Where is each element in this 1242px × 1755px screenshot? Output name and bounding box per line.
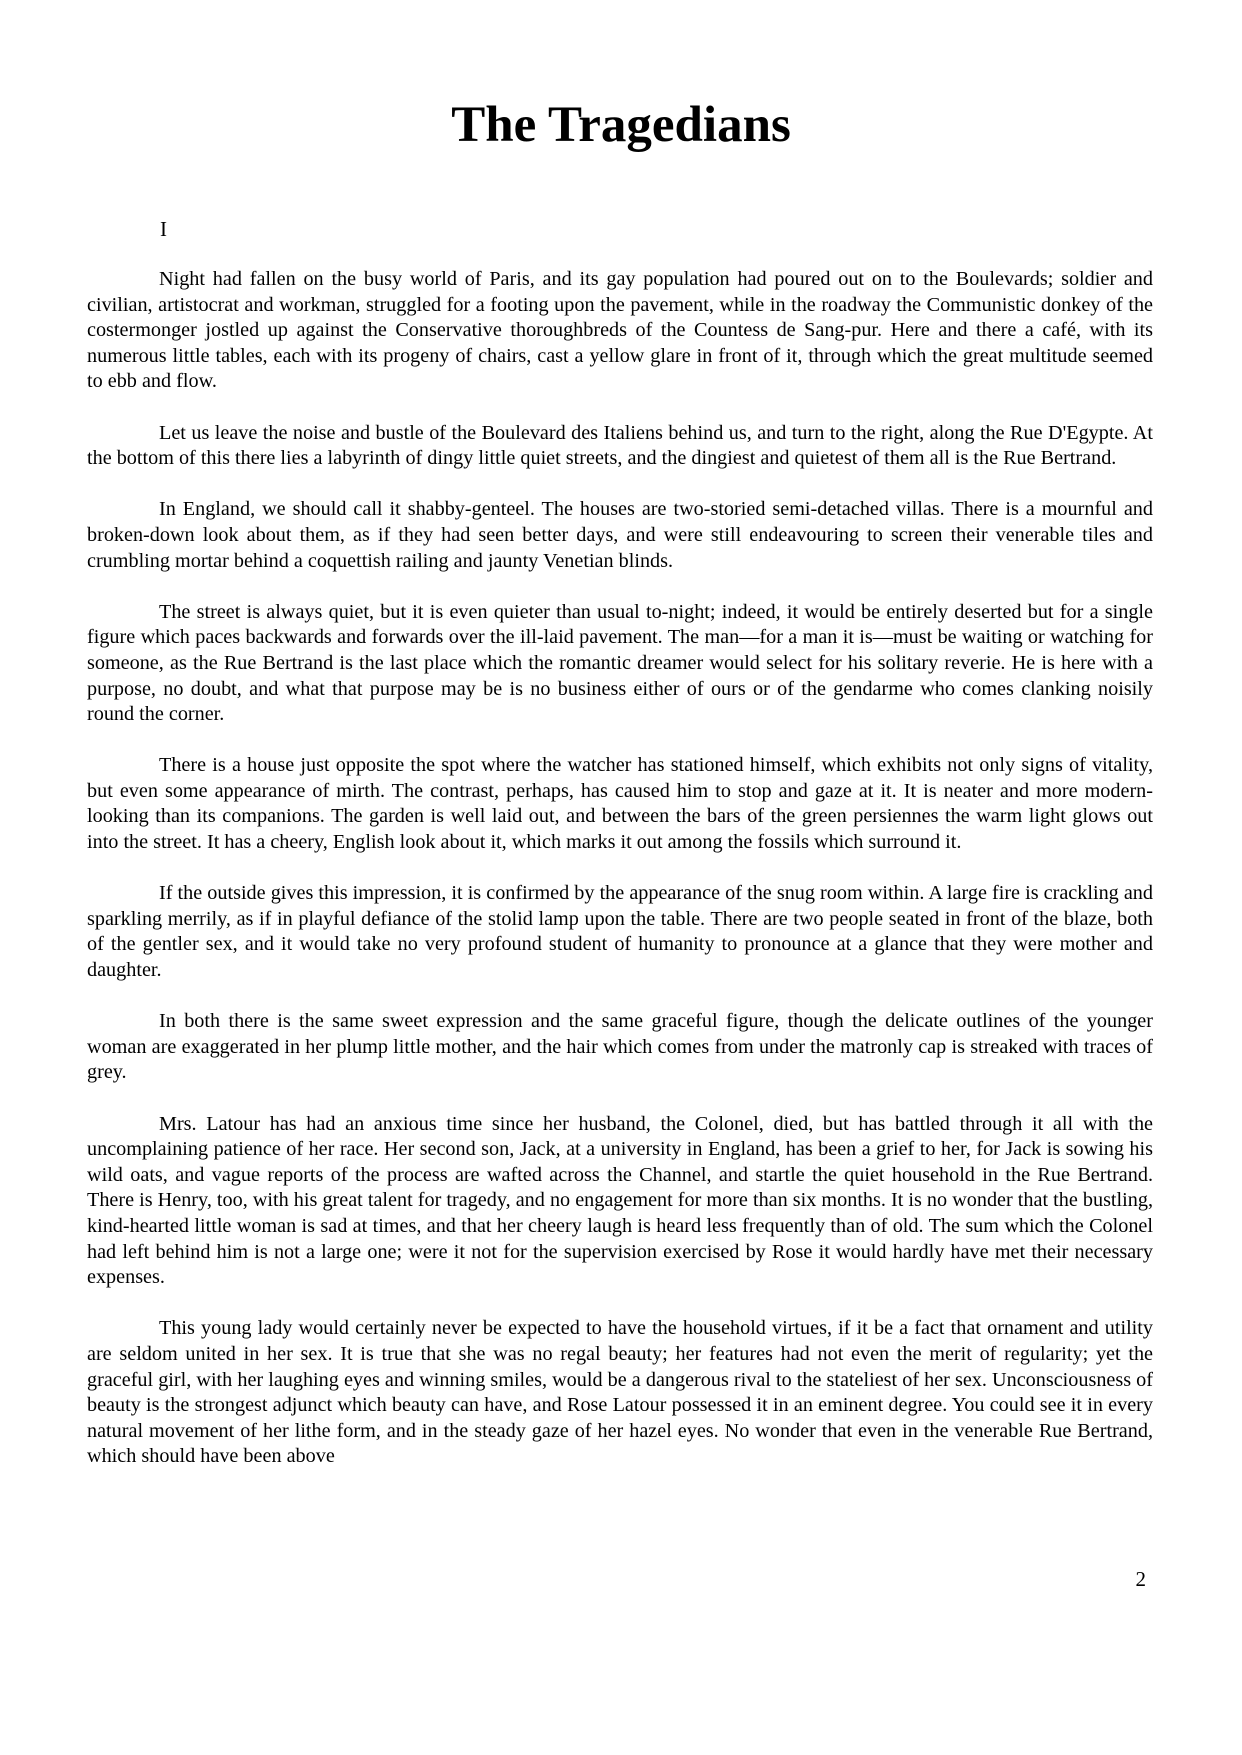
page-title: The Tragedians (451, 97, 791, 153)
chapter-number: I (160, 217, 167, 241)
paragraph: In both there is the same sweet expression and the same graceful figure, though the delicate outlines of the younger woman are exaggerated in her plump little mother, and the hair which comes from under the matronly cap is streaked with traces of grey. (87, 1010, 1153, 1084)
paragraph: Mrs. Latour has had an anxious time since her husband, the Colonel, died, but has battled through it all with the uncomplaining patience of her race. Her second son, Jack, at a university in England, has been a grief to her, for Jack is sowing his wild oats, and vague reports of the process are wafted across the Channel, and startle the quiet household in the Rue Bertrand. There is Henry, too, with his great talent for tragedy, and no engagement for more than six months. It is no wonder that the bustling, kind-hearted little woman is sad at times, and that her cheery laugh is heard less frequently than of old. The sum which the Colonel had left behind him is not a large one; were it not for the supervision exercised by Rose it would hardly have met their necessary expenses. (87, 1112, 1153, 1289)
paragraph: This young lady would certainly never be expected to have the household virtues, if it be a fact that ornament and utility are seldom united in her sex. It is true that she was no regal beauty; her features had not even the merit of regularity; yet the graceful girl, with her laughing eyes and winning smiles, would be a dangerous rival to the stateliest of her sex. Unconsciousness of beauty is the strongest adjunct which beauty can have, and Rose Latour possessed it in an eminent degree. You could see it in every natural movement of her lithe form, and in the steady gaze of her hazel eyes. No wonder that even in the venerable Rue Bertrand, which should have been above (87, 1317, 1153, 1468)
paragraph: Night had fallen on the busy world of Paris, and its gay population had poured out on to the Boulevards; soldier and civilian, artistocrat and workman, struggled for a footing upon the pavement, while in the roadway the Communistic donkey of the costermonger jostled up against the Conservative thoroughbreds of the Countess de Sang-pur. Here and there a café, with its numerous little tables, each with its progeny of chairs, cast a yellow glare in front of it, through which the great multitude seemed to ebb and flow. (87, 268, 1153, 393)
paragraph: In England, we should call it shabby-genteel. The houses are two-storied semi-detached villas. There is a mournful and broken-down look about them, as if they had seen better days, and were still endeavouring to screen their venerable tiles and crumbling mortar behind a coquettish railing and jaunty Venetian blinds. (87, 498, 1153, 572)
paragraph: If the outside gives this impression, it is confirmed by the appearance of the snug room within. A large fire is crackling and sparkling merrily, as if in playful defiance of the stolid lamp upon the table. There are two people seated in front of the blaze, both of the gentler sex, and it would take no very profound student of humanity to pronounce at a glance that they were mother and daughter. (87, 882, 1153, 982)
page-number: 2 (1135, 1567, 1146, 1591)
body-text (87, 267, 1153, 1470)
paragraph: Let us leave the noise and bustle of the Boulevard des Italiens behind us, and turn to the right, along the Rue D'Egypte. At the bottom of this there lies a labyrinth of dingy little quiet streets, and the dingiest and quietest of them all is the Rue Bertrand. (87, 421, 1153, 470)
paragraph: The street is always quiet, but it is even quieter than usual to-night; indeed, it would be entirely deserted but for a single figure which paces backwards and forwards over the ill-laid pavement. The man—for a man it is—must be waiting or watching for someone, as the Rue Bertrand is the last place which the romantic dreamer would select for his solitary reverie. He is here with a purpose, no doubt, and what that purpose may be is no business either of ours or of the gendarme who comes clanking noisily round the corner. (87, 600, 1153, 726)
paragraph: There is a house just opposite the spot where the watcher has stationed himself, which exhibits not only signs of vitality, but even some appearance of mirth. The contrast, perhaps, has caused him to stop and gaze at it. It is neater and more modern-looking than its companions. The garden is well laid out, and between the bars of the green persiennes the warm light glows out into the street. It has a cheery, English look about it, which marks it out among the fossils which surround it. (87, 754, 1153, 854)
